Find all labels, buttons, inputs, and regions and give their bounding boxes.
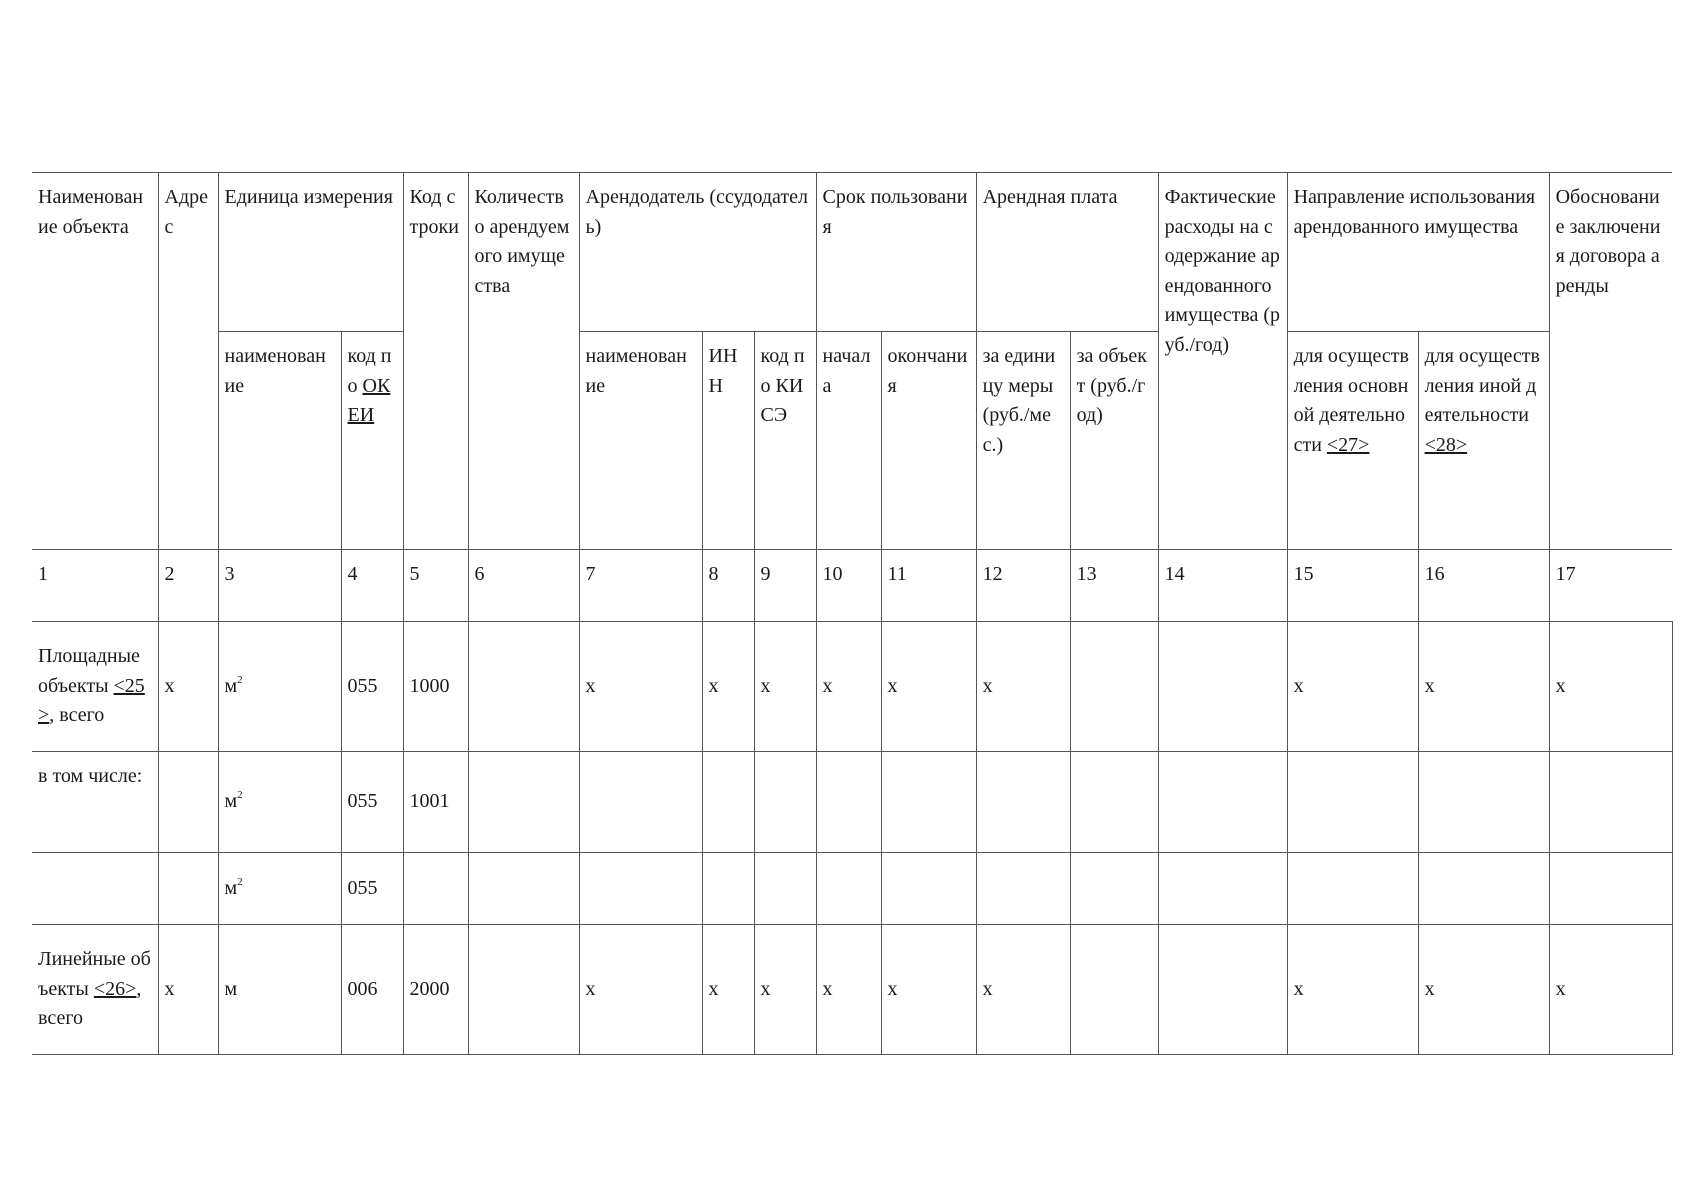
cell-term-start	[816, 752, 881, 853]
header-row-sub	[32, 332, 1672, 550]
footnote-25-link[interactable]: <25>	[38, 674, 145, 727]
header-main-activity	[1287, 332, 1418, 550]
header-object-name: Наименование объекта	[32, 173, 158, 550]
row-label-text: Линейные объекты	[38, 948, 151, 1000]
header-lessor-name: наименование	[579, 332, 702, 550]
unit-text: м	[224, 876, 238, 899]
cell-other-activity	[1418, 752, 1549, 853]
cell-lessor-name	[579, 853, 702, 925]
header-other-activity	[1418, 332, 1549, 550]
col-number: 11	[881, 550, 976, 622]
col-number: 5	[403, 550, 468, 622]
col-number: 4	[341, 550, 403, 622]
footnote-26-link[interactable]: <26>	[93, 977, 137, 1000]
header-rent-per-unit: за единицу меры (руб./мес.)	[976, 332, 1070, 550]
cell-rent-per-unit: x	[976, 622, 1070, 752]
cell-inn: x	[702, 925, 754, 1055]
header-okei-code	[341, 332, 403, 550]
unit-text: м	[224, 674, 238, 697]
cell-kise	[754, 752, 816, 853]
col-number: 7	[579, 550, 702, 622]
col-number: 15	[1287, 550, 1418, 622]
col-number: 13	[1070, 550, 1158, 622]
header-line-code: Код строки	[403, 173, 468, 550]
cell-other-activity: x	[1418, 622, 1549, 752]
cell-justification	[1549, 853, 1672, 925]
col-number: 3	[218, 550, 341, 622]
cell-rent-per-object	[1070, 925, 1158, 1055]
cell-actual-expenses	[1158, 853, 1287, 925]
cell-actual-expenses	[1158, 752, 1287, 853]
cell-line-code: 1001	[403, 752, 468, 853]
table-row	[32, 752, 1672, 853]
cell-quantity	[468, 853, 579, 925]
cell-lessor-name: x	[579, 925, 702, 1055]
cell-okei: 055	[341, 853, 403, 925]
cell-lessor-name	[579, 752, 702, 853]
cell-kise	[754, 853, 816, 925]
cell-kise: x	[754, 622, 816, 752]
col-number: 16	[1418, 550, 1549, 622]
header-leased-quantity: Количество арендуемого имущества	[468, 173, 579, 550]
cell-term-start: x	[816, 925, 881, 1055]
cell-unit: м	[218, 925, 341, 1055]
cell-address	[158, 752, 218, 853]
col-number: 2	[158, 550, 218, 622]
header-rent: Арендная плата	[976, 173, 1158, 332]
cell-term-end	[881, 752, 976, 853]
header-rent-per-object: за объект (руб./год)	[1070, 332, 1158, 550]
cell-address: x	[158, 622, 218, 752]
cell-rent-per-object	[1070, 622, 1158, 752]
header-inn: ИНН	[702, 332, 754, 550]
cell-okei: 055	[341, 622, 403, 752]
header-actual-expenses: Фактические расходы на содержание арендованного имущества (руб./год)	[1158, 173, 1287, 550]
cell-inn	[702, 752, 754, 853]
col-number: 6	[468, 550, 579, 622]
unit-superscript: 2	[237, 789, 243, 802]
col-number: 17	[1549, 550, 1672, 622]
lease-report-table-page	[32, 172, 1672, 1055]
cell-term-start	[816, 853, 881, 925]
row-label-suffix: , всего	[38, 977, 142, 1030]
cell-quantity	[468, 622, 579, 752]
cell-justification: x	[1549, 622, 1672, 752]
cell-actual-expenses	[1158, 925, 1287, 1055]
cell-okei: 006	[341, 925, 403, 1055]
table-row	[32, 925, 1672, 1055]
row-label-suffix: , всего	[49, 704, 105, 727]
header-lessor: Арендодатель (ссудодатель)	[579, 173, 816, 332]
cell-address	[158, 853, 218, 925]
cell-address: x	[158, 925, 218, 1055]
cell-main-activity	[1287, 752, 1418, 853]
cell-term-end: x	[881, 925, 976, 1055]
cell-line-code: 2000	[403, 925, 468, 1055]
cell-rent-per-unit	[976, 752, 1070, 853]
cell-inn	[702, 853, 754, 925]
cell-rent-per-unit: x	[976, 925, 1070, 1055]
footnote-27-link[interactable]: <27>	[1326, 433, 1370, 456]
cell-main-activity: x	[1287, 622, 1418, 752]
header-contract-justification: Обоснование заключения договора аренды	[1549, 173, 1672, 550]
cell-term-end	[881, 853, 976, 925]
cell-justification: x	[1549, 925, 1672, 1055]
header-term-start: начала	[816, 332, 881, 550]
table-row	[32, 853, 1672, 925]
cell-unit	[218, 853, 341, 925]
cell-justification	[1549, 752, 1672, 853]
cell-rent-per-object	[1070, 752, 1158, 853]
col-number: 8	[702, 550, 754, 622]
other-activity-text: для осуществления иной деятельности	[1424, 345, 1540, 426]
row-label-empty	[32, 853, 158, 925]
leased-property-table	[32, 172, 1673, 1055]
unit-text: м	[224, 790, 238, 813]
cell-other-activity	[1418, 853, 1549, 925]
header-unit-of-measure: Единица измерения	[218, 173, 403, 332]
header-usage-direction: Направление использования арендованного имущества	[1287, 173, 1549, 332]
footnote-28-link[interactable]: <28>	[1424, 433, 1468, 456]
cell-main-activity	[1287, 853, 1418, 925]
cell-okei: 055	[341, 752, 403, 853]
cell-unit	[218, 752, 341, 853]
cell-term-start: x	[816, 622, 881, 752]
cell-other-activity: x	[1418, 925, 1549, 1055]
col-number: 9	[754, 550, 816, 622]
okei-link[interactable]: ОКЕИ	[347, 374, 391, 426]
col-number: 1	[32, 550, 158, 622]
header-unit-name: наименование	[218, 332, 341, 550]
cell-line-code: 1000	[403, 622, 468, 752]
column-numbers-row	[32, 550, 1672, 622]
header-term-end: окончания	[881, 332, 976, 550]
cell-unit	[218, 622, 341, 752]
header-term-of-use: Срок пользования	[816, 173, 976, 332]
col-number: 14	[1158, 550, 1287, 622]
cell-lessor-name: x	[579, 622, 702, 752]
header-row-group	[32, 173, 1672, 332]
row-label-text: Площадные объекты	[38, 645, 140, 697]
cell-inn: x	[702, 622, 754, 752]
row-label-linear-objects	[32, 925, 158, 1055]
unit-superscript: 2	[237, 673, 243, 686]
col-number: 12	[976, 550, 1070, 622]
cell-actual-expenses	[1158, 622, 1287, 752]
col-number: 10	[816, 550, 881, 622]
cell-quantity	[468, 925, 579, 1055]
cell-main-activity: x	[1287, 925, 1418, 1055]
cell-rent-per-unit	[976, 853, 1070, 925]
row-label-including: в том числе:	[32, 752, 158, 853]
header-kise-code: код по КИСЭ	[754, 332, 816, 550]
unit-superscript: 2	[237, 875, 243, 888]
cell-line-code	[403, 853, 468, 925]
row-label-area-objects	[32, 622, 158, 752]
cell-term-end: x	[881, 622, 976, 752]
header-address: Адрес	[158, 173, 218, 550]
cell-kise: x	[754, 925, 816, 1055]
cell-quantity	[468, 752, 579, 853]
table-row	[32, 622, 1672, 752]
main-activity-text: для осуществления основной деятельности	[1293, 345, 1409, 456]
okei-prefix: код по	[347, 345, 392, 397]
cell-rent-per-object	[1070, 853, 1158, 925]
